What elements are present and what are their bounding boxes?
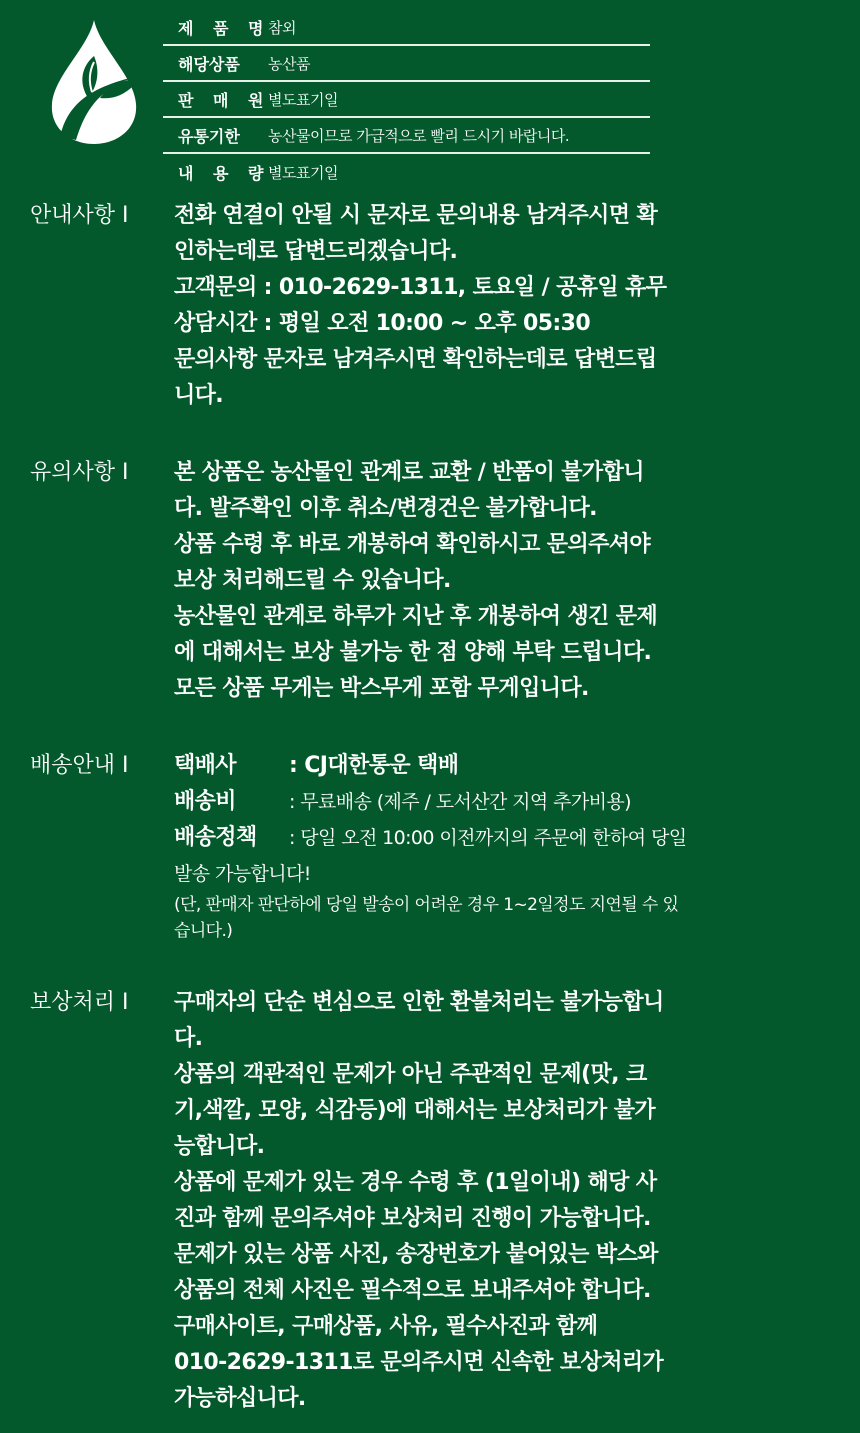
text-line: 본 상품은 농산물인 관계로 교환 / 반품이 불가합니 <box>174 460 644 485</box>
text-line: 전화 연결이 안될 시 문자로 문의내용 남겨주시면 확 <box>174 203 658 228</box>
text-line: 상품 수령 후 바로 개봉하여 확인하시고 문의주셔야 <box>174 532 651 557</box>
text-line: 문제가 있는 상품 사진, 송장번호가 붙어있는 박스와 <box>174 1242 658 1267</box>
text-line: 기,색깔, 모양, 식감등)에 대해서는 보상처리가 불가 <box>174 1098 656 1123</box>
text-line: 가능하십니다. <box>174 1386 306 1411</box>
text-line: 인하는데로 답변드리겠습니다. <box>174 239 458 264</box>
info-value: 농산물이므로 가급적으로 빨리 드시기 바랍니다. <box>268 126 570 145</box>
info-value: 별도표기일 <box>268 163 338 182</box>
info-row-expiry <box>163 118 650 154</box>
text-line: 니다. <box>174 383 224 408</box>
info-row-seller <box>163 82 650 118</box>
text-line: 상품의 객관적인 문제가 아닌 주관적인 문제(맛, 크 <box>174 1062 647 1087</box>
text-line: 농산물인 관계로 하루가 지난 후 개봉하여 생긴 문제 <box>174 604 658 629</box>
text-line: 모든 상품 무게는 박스무게 포함 무게입니다. <box>174 676 589 701</box>
info-value: 별도표기일 <box>268 90 338 109</box>
water-drop-leaf-icon <box>48 18 140 146</box>
text-line: 구매사이트, 구매상품, 사유, 필수사진과 함께 <box>174 1314 598 1339</box>
shipping-key: 택배사 <box>174 753 236 778</box>
shipping-fee-row <box>174 784 834 820</box>
text-line: 능합니다. <box>174 1134 265 1159</box>
text-line: 에 대해서는 보상 불가능 한 점 양해 부탁 드립니다. <box>174 640 652 665</box>
text-line: 구매자의 단순 변심으로 인한 환불처리는 불가능합니 <box>174 990 664 1015</box>
section-body <box>174 198 834 414</box>
logo <box>48 18 140 146</box>
info-value: 참외 <box>268 18 296 37</box>
shipping-continuation: 발송 가능합니다! <box>174 863 311 885</box>
contact-phone-line: 고객문의 : 010-2629-1311, 토요일 / 공휴일 휴무 <box>174 275 667 300</box>
info-row-product-name <box>163 10 650 46</box>
text-line: 다. 발주확인 이후 취소/변경건은 불가합니다. <box>174 496 597 521</box>
shipping-key: 배송비 <box>174 789 236 814</box>
section-body <box>174 985 834 1417</box>
product-info-table <box>163 10 650 190</box>
info-value: 농산품 <box>268 54 310 73</box>
text-line: 진과 함께 문의주셔야 보상처리 진행이 가능합니다. <box>174 1206 651 1231</box>
shipping-policy-row <box>174 820 834 856</box>
shipping-note: (단, 판매자 판단하에 당일 발송이 어려운 경우 1~2일정도 지연될 수 있 <box>174 895 679 915</box>
info-key: 제 품 명 <box>178 18 271 38</box>
section-body <box>174 455 834 707</box>
shipping-value: : CJ대한통운 택배 <box>289 753 459 778</box>
shipping-note: 습니다.) <box>174 921 233 941</box>
section-label: 보상처리 I <box>30 990 129 1015</box>
info-key: 해당상품 <box>178 54 240 74</box>
text-line: 상품의 전체 사진은 필수적으로 보내주셔야 합니다. <box>174 1278 651 1303</box>
text-line: 다. <box>174 1026 203 1051</box>
shipping-key: 배송정책 <box>174 825 257 850</box>
section-label: 안내사항 I <box>30 203 129 228</box>
business-hours-line: 상담시간 : 평일 오전 10:00 ~ 오후 05:30 <box>174 311 591 336</box>
shipping-value: : 당일 오전 10:00 이전까지의 주문에 한하여 당일 <box>289 827 687 849</box>
shipping-courier-row <box>174 748 834 784</box>
info-key: 판 매 원 <box>178 90 271 110</box>
text-line: 보상 처리해드릴 수 있습니다. <box>174 568 451 593</box>
info-key: 내 용 량 <box>178 163 271 183</box>
section-label: 배송안내 I <box>30 753 129 778</box>
contact-phone-line: 010-2629-1311로 문의주시면 신속한 보상처리가 <box>174 1350 664 1375</box>
shipping-value: : 무료배송 (제주 / 도서산간 지역 추가비용) <box>289 791 631 813</box>
info-row-volume <box>163 154 650 190</box>
info-row-category <box>163 46 650 82</box>
text-line: 상품에 문제가 있는 경우 수령 후 (1일이내) 해당 사 <box>174 1170 657 1195</box>
info-key: 유통기한 <box>178 126 240 146</box>
text-line: 문의사항 문자로 남겨주시면 확인하는데로 답변드립 <box>174 347 657 372</box>
section-label: 유의사항 I <box>30 460 129 485</box>
section-body <box>174 748 834 944</box>
